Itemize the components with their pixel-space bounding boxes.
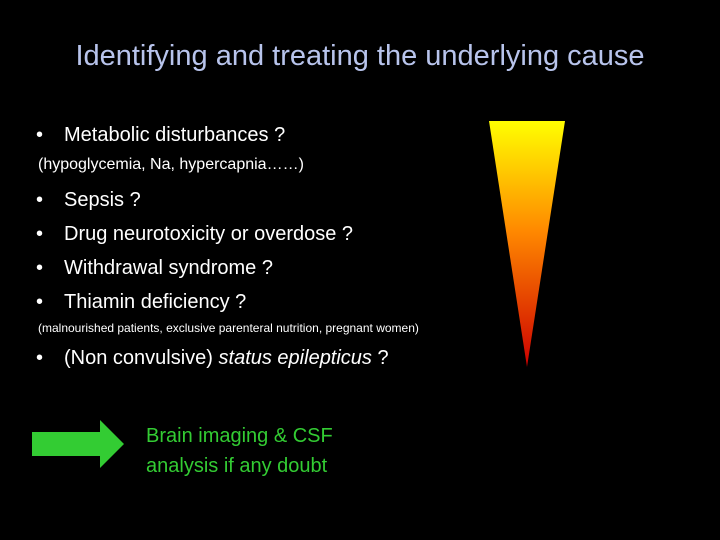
bullet: •: [36, 291, 44, 313]
list-item: [0, 124, 480, 148]
list-item-text: Metabolic disturbances ?: [64, 124, 286, 146]
list-item-text: Sepsis ?: [64, 189, 141, 211]
list-item: [0, 223, 480, 247]
list-item-suffix: ?: [371, 347, 389, 369]
right-arrow-icon: [32, 420, 124, 468]
list-item-prefix: (Non convulsive): [64, 347, 219, 369]
list-item-text: Thiamin deficiency ?: [64, 291, 247, 313]
wedge-shape: [489, 121, 565, 367]
bullet: •: [36, 189, 44, 211]
slide-title: Identifying and treating the underlying cause: [75, 40, 645, 72]
bullet: •: [36, 347, 44, 369]
severity-wedge: [489, 121, 569, 371]
bullet: •: [36, 124, 44, 146]
conclusion-text: [146, 421, 333, 481]
conclusion-line-2: analysis if any doubt: [146, 455, 328, 477]
list-item-text: [64, 347, 389, 370]
list-item: [0, 347, 480, 371]
list-item-text: Withdrawal syndrome ?: [64, 257, 273, 279]
item-note: (hypoglycemia, Na, hypercapnia……): [38, 156, 304, 173]
list-item: [0, 189, 480, 213]
list-item-italic: status epilepticus: [218, 347, 372, 369]
conclusion-line-1: Brain imaging & CSF: [146, 425, 333, 447]
list-item: [0, 291, 480, 315]
list-item-text: Drug neurotoxicity or overdose ?: [64, 223, 354, 245]
bullet: •: [36, 223, 44, 245]
list-item: [0, 257, 480, 281]
bullet: •: [36, 257, 44, 279]
item-note: (malnourished patients, exclusive parenteral nutrition, pregnant women): [38, 321, 419, 335]
